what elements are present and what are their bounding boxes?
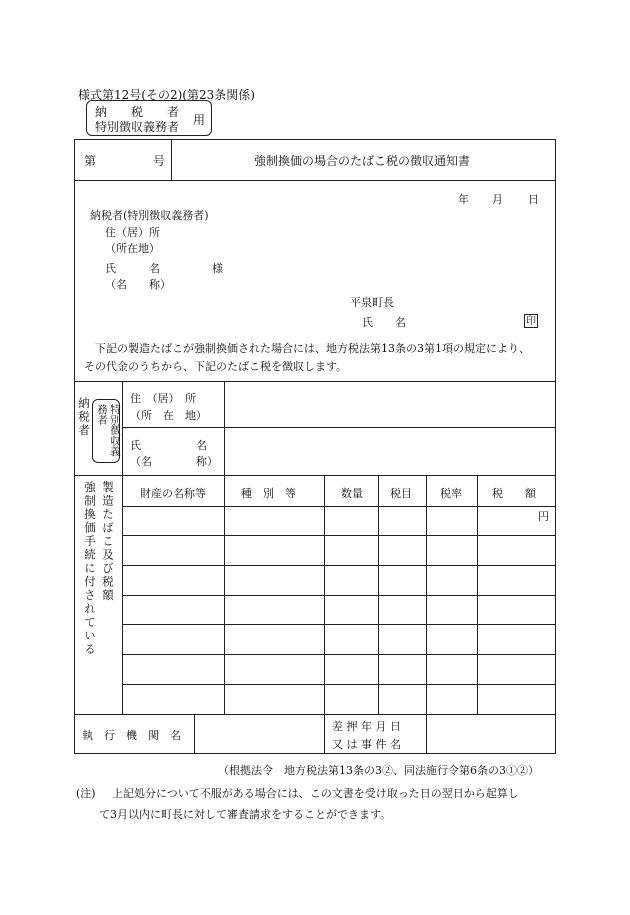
taxpayer-address-label-alt: （所 在 地） [130, 409, 207, 422]
form-id: 様式第12号(その2)(第23条関係) [78, 88, 255, 102]
notice-body-line2: その代金のうちから、下記のたばこ税を徴収します。 [84, 360, 348, 373]
taxpayer-address-label: 住 （居） 所 [130, 392, 196, 405]
note-line2: て3月以内に町長に対して審査請求をすることができます。 [99, 808, 392, 821]
header-tax-amount: 税 額 [492, 487, 536, 500]
issuer-title: 平泉町長 [350, 296, 394, 309]
issuer-name-label: 氏 名 [362, 316, 406, 329]
date-month: 月 [492, 193, 503, 206]
collector-side-label: 特別徴収義務者 [96, 404, 121, 457]
honorific: 様 [212, 262, 223, 275]
address-label-alt: （所在地） [105, 242, 160, 255]
goods-side-label-inner: 製造たばこ及び税額 [101, 481, 115, 603]
goods-side-label-outer: 強制換価手続に付されている [83, 481, 97, 657]
taxpayer-name-label: 氏 名 [130, 439, 207, 452]
notice-body-line1: 下記の製造たばこが強制換価された場合には、地方税法第13条の3第1項の規定により、 [95, 342, 530, 355]
header-tax-item: 税目 [390, 487, 412, 500]
number-suffix: 号 [153, 154, 166, 168]
header-quantity: 数量 [341, 487, 363, 500]
addressee-heading: 納税者(特別徴収義務者) [90, 209, 209, 222]
header-category: 種 別 等 [241, 487, 296, 500]
currency-unit: 円 [538, 510, 549, 523]
seizure-label: 差 押 年 月 日 [332, 720, 401, 733]
usage-line-collector: 特別徴収義務者 [95, 120, 180, 134]
taxpayer-side-label: 納税者 [77, 397, 91, 438]
header-tax-rate: 税率 [440, 487, 462, 500]
agency-label: 執 行 機 関 名 [82, 729, 181, 742]
document-title: 強制換価の場合のたばこ税の徴収通知書 [254, 154, 471, 168]
note-label: (注) [76, 787, 96, 800]
usage-suffix: 用 [193, 113, 206, 127]
name-label-alt: （名 称） [105, 278, 171, 291]
taxpayer-name-label-alt: （名 称） [130, 455, 218, 468]
header-property-name: 財産の名称等 [140, 487, 206, 500]
seal-mark: 印 [526, 316, 536, 327]
name-label: 氏 名 [105, 262, 160, 275]
number-prefix: 第 [84, 154, 97, 168]
legal-basis: （根拠法令 地方税法第13条の3②、同法施行令第6条の3①②） [218, 764, 539, 777]
address-label: 住（居）所 [105, 226, 160, 239]
usage-line-taxpayer: 納 税 者 [95, 105, 180, 119]
date-year: 年 [458, 193, 469, 206]
seizure-label-alt: 又 は 事 件 名 [332, 738, 401, 751]
note-line1: 上記処分について不服がある場合には、この文書を受け取った日の翌日から起算し [112, 787, 519, 800]
date-day: 日 [528, 193, 539, 206]
